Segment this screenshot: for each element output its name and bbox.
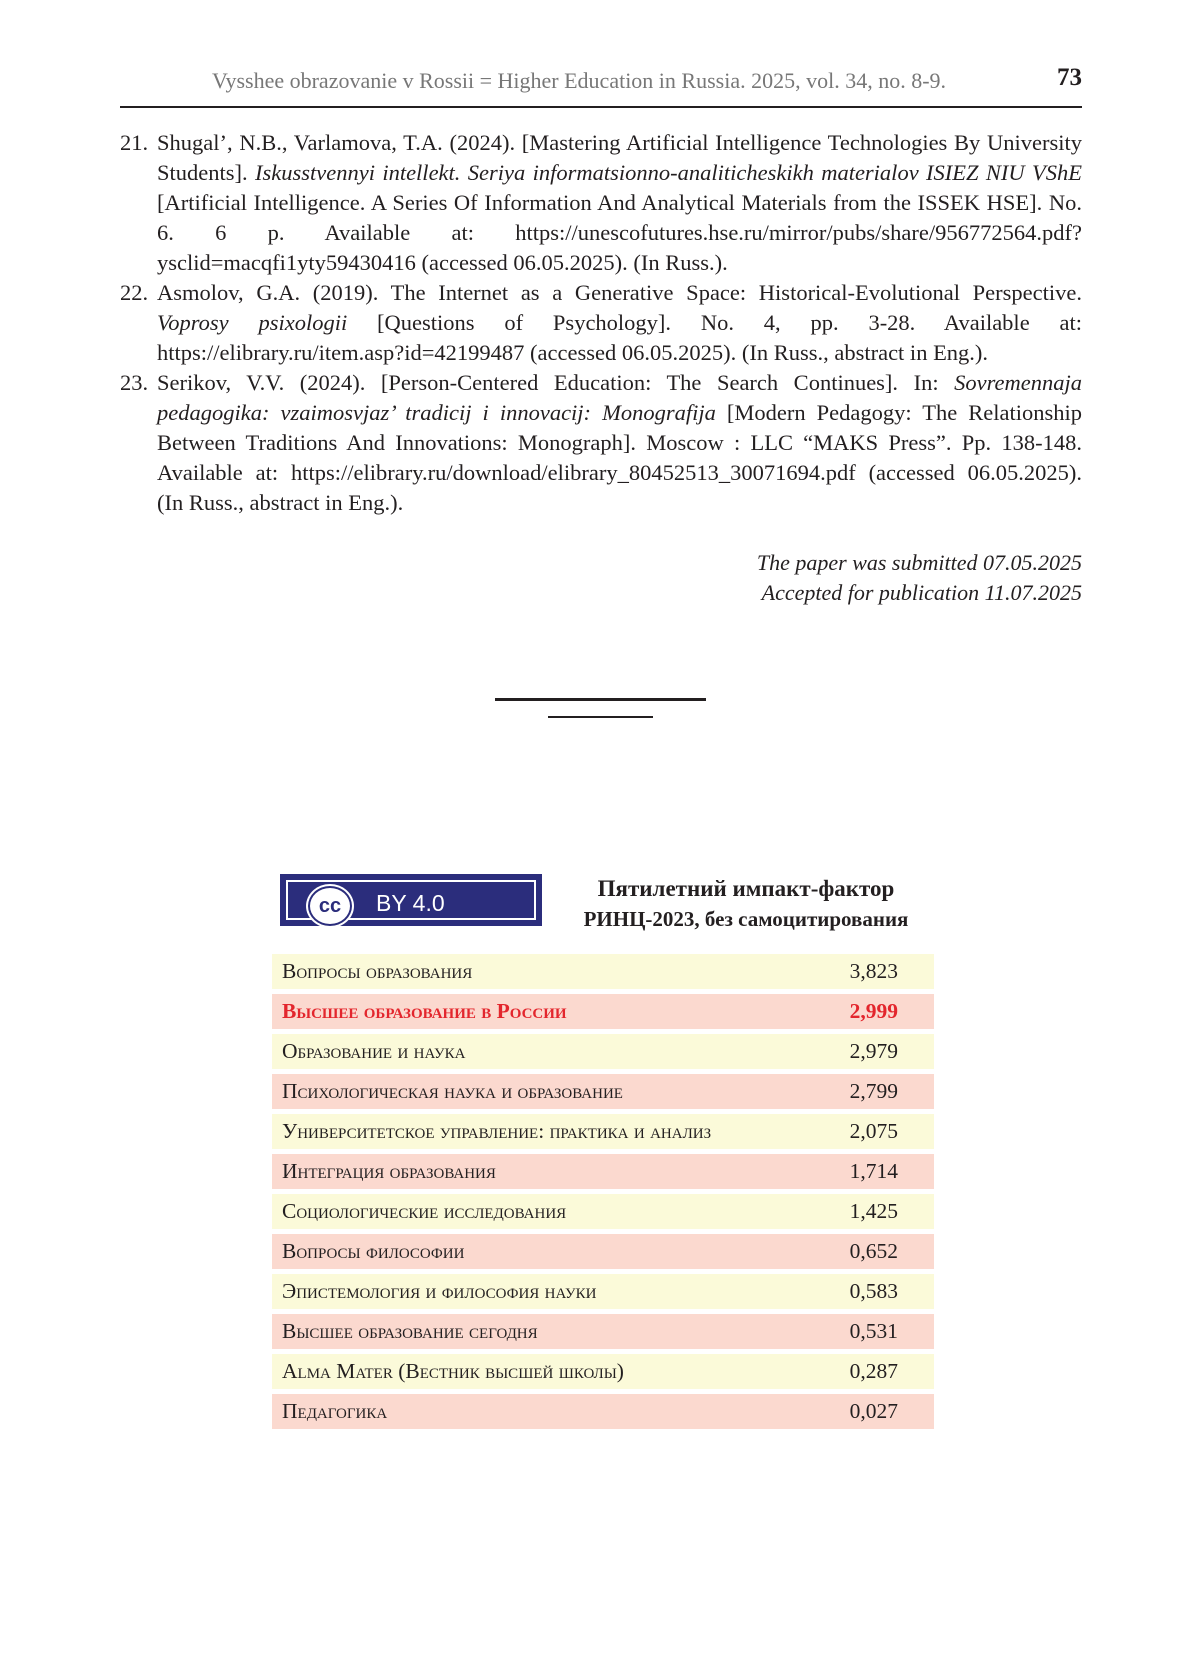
end-rule-long	[495, 698, 706, 701]
table-row	[272, 1234, 934, 1269]
journal-name: Психологическая наука и образование	[282, 1079, 623, 1103]
reference-text-part: [Modern Pedagogy: The Relationship Between Traditions And Innovations: Monograph]. Moscow : LLC “MAKS Press”. Pp. 138-148. Available at: https://elibrary.ru/download/elibrary_80452513_30071694.pdf (accessed 06.05.2025). (In Russ., abstract in Eng.).	[157, 400, 1082, 515]
impact-factor-value: 0,583	[849, 1279, 898, 1303]
reference-text	[157, 368, 1082, 518]
impact-factor-value: 1,714	[849, 1159, 898, 1183]
impact-factor-value: 2,799	[849, 1079, 898, 1103]
impact-title-line2	[565, 904, 927, 934]
cc-license-badge	[280, 874, 542, 926]
impact-factor-value: 0,531	[849, 1319, 898, 1343]
table-row	[272, 1034, 934, 1069]
reference-text	[157, 128, 1082, 278]
impact-title-rest: , без самоцитирования	[694, 907, 909, 931]
reference-number: 22.	[120, 280, 149, 305]
reference-source-title: Iskusstvennyi intellekt. Seriya informatsionno-analiticheskikh materialov ISIEZ NIU VShE	[255, 160, 1082, 185]
impact-title-line1: Пятилетний импакт-фактор	[597, 876, 895, 901]
table-row	[272, 1314, 934, 1349]
reference-text-part: [Questions of Psychology]. No. 4, pp. 3-28. Available at: https://elibrary.ru/item.asp?id=42199487 (accessed 06.05.2025). (In Russ., abstract in Eng.).	[157, 310, 1082, 365]
table-row	[272, 954, 934, 989]
reference-item	[120, 278, 1082, 368]
journal-name: Высшее образование сегодня	[282, 1319, 538, 1343]
accepted-date: Accepted for publication 11.07.2025	[761, 580, 1082, 605]
impact-factor-value: 0,652	[849, 1239, 898, 1263]
reference-source-title: Voprosy psixologii	[157, 310, 348, 335]
table-row	[272, 1394, 934, 1429]
cc-badge-frame	[286, 880, 536, 920]
submitted-date: The paper was submitted 07.05.2025	[756, 550, 1082, 575]
impact-factor-table	[272, 954, 934, 1434]
journal-name: Высшее образование в России	[282, 999, 567, 1023]
impact-factor-value: 0,287	[849, 1359, 898, 1383]
table-row	[272, 1114, 934, 1149]
creative-commons-icon: cc	[308, 886, 352, 926]
reference-text-part: [Artificial Intelligence. A Series Of Information And Analytical Materials from the ISSEK HSE]. No. 6. 6 p. Available at: https://unescofutures.hse.ru/mirror/pubs/share/956772564.pdf?ysclid=macqfi1yty59430416 (accessed 06.05.2025). (In Russ.).	[157, 190, 1082, 275]
impact-factor-title	[565, 874, 927, 934]
impact-factor-value: 1,425	[849, 1199, 898, 1223]
reference-item	[120, 368, 1082, 518]
reference-text-part: Serikov, V.V. (2024). [Person-Centered Education: The Search Continues]. In:	[157, 370, 955, 395]
impact-factor-value: 2,999	[849, 999, 898, 1023]
running-header	[120, 60, 1082, 108]
reference-text	[157, 278, 1082, 368]
table-row	[272, 1194, 934, 1229]
impact-factor-value: 2,075	[849, 1119, 898, 1143]
reference-list	[120, 128, 1082, 518]
table-row	[272, 1354, 934, 1389]
journal-name: Педагогика	[282, 1399, 388, 1423]
reference-number: 21.	[120, 130, 149, 155]
journal-name: Образование и наука	[282, 1039, 466, 1063]
impact-title-rinc: РИНЦ-2023	[583, 907, 695, 931]
end-rule-short	[548, 716, 653, 718]
journal-name: Эпистемология и философия науки	[282, 1279, 597, 1303]
journal-name: Университетское управление: практика и анализ	[282, 1119, 712, 1143]
impact-factor-value: 0,027	[849, 1399, 898, 1423]
journal-name: Интеграция образования	[282, 1159, 496, 1183]
reference-item	[120, 128, 1082, 278]
journal-name: Alma Mater (Вестник высшей школы)	[282, 1359, 624, 1383]
journal-name: Социологические исследования	[282, 1199, 567, 1223]
submission-dates	[757, 548, 1082, 608]
impact-factor-value: 3,823	[849, 959, 898, 983]
table-row	[272, 1154, 934, 1189]
journal-name: Вопросы философии	[282, 1239, 465, 1263]
journal-citation: Vysshee obrazovanie v Rossii = Higher Education in Russia. 2025, vol. 34, no. 8-9.	[212, 68, 947, 93]
table-row	[272, 1274, 934, 1309]
reference-text-part: Shugal’, N.B., Varlamova, T.A. (2024). [Mastering Artificial Intelligence Technologies By University Students].	[157, 130, 1082, 185]
license-label: BY 4.0	[376, 890, 445, 916]
table-row	[272, 994, 934, 1029]
table-row	[272, 1074, 934, 1109]
reference-source-title: Sovremennaja pedagogika: vzaimosvjaz’ tradicij i innovacij: Monografija	[157, 370, 1082, 425]
page-number: 73	[1057, 64, 1082, 91]
impact-factor-value: 2,979	[849, 1039, 898, 1063]
reference-text-part: Asmolov, G.A. (2019). The Internet as a Generative Space: Historical-Evolutional Perspective.	[157, 280, 1082, 305]
journal-name: Вопросы образования	[282, 959, 473, 983]
reference-number: 23.	[120, 370, 149, 395]
